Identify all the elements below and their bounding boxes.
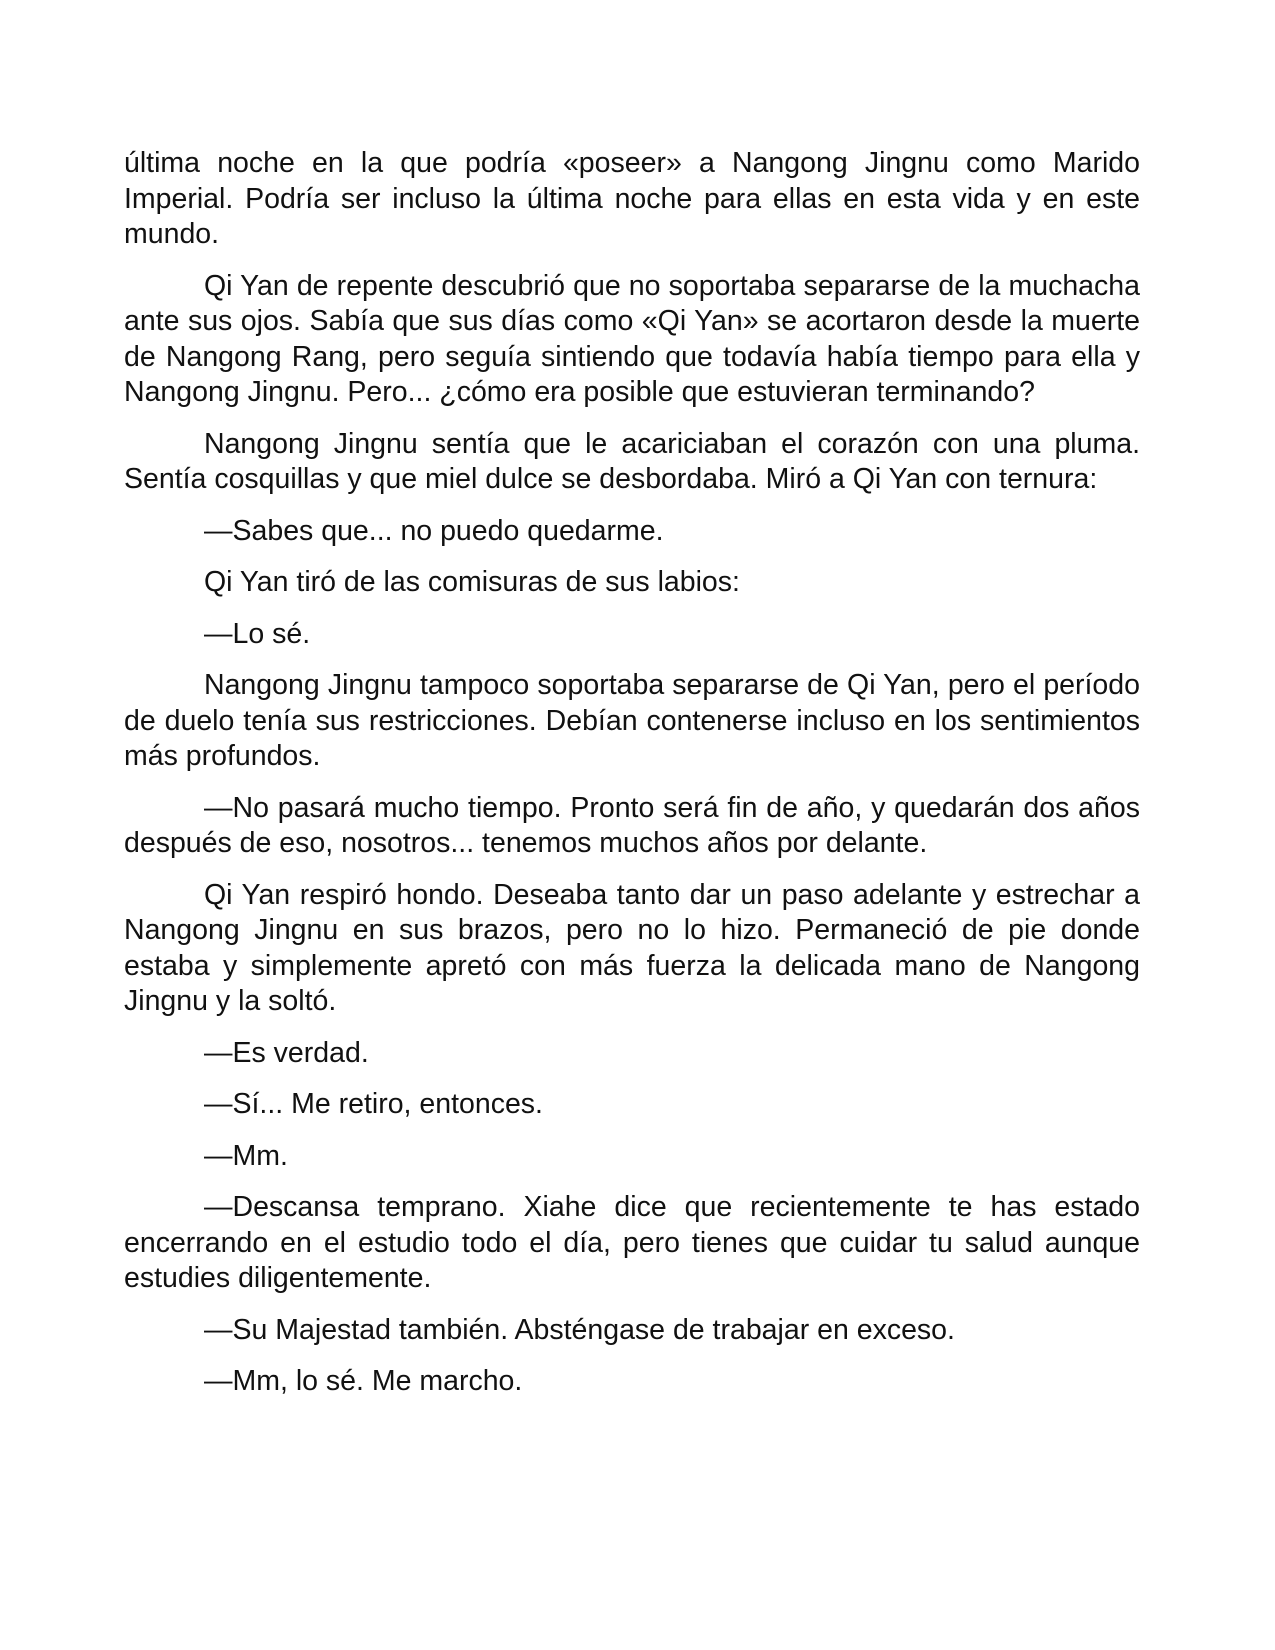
dialogue-line: —Lo sé. (204, 617, 311, 650)
dialogue-line: —Sabes que... no puedo quedarme. (204, 514, 664, 547)
paragraph: Nangong Jingnu tampoco soportaba separarse de Qi Yan, pero el período de duelo tenía sus restricciones. Debían contenerse incluso en los sentimientos más profundos. (124, 669, 1140, 772)
dialogue-line: —Mm. (204, 1139, 288, 1172)
dialogue-line: —No pasará mucho tiempo. Pronto será fin de año, y quedarán dos años después de eso, nosotros... tenemos muchos años por delante. (124, 791, 1140, 859)
paragraph: última noche en la que podría «poseer» a Nangong Jingnu como Marido Imperial. Podría ser incluso la última noche para ellas en esta vida y en este mundo. (124, 147, 1140, 250)
paragraph: Qi Yan tiró de las comisuras de sus labios: (204, 566, 740, 598)
dialogue-line: —Su Majestad también. Absténgase de trabajar en exceso. (204, 1313, 955, 1346)
dialogue-line: —Mm, lo sé. Me marcho. (204, 1365, 523, 1397)
body-text (124, 146, 1140, 1416)
paragraph: Qi Yan respiró hondo. Deseaba tanto dar un paso adelante y estrechar a Nangong Jingnu en sus brazos, pero no lo hizo. Permaneció de pie donde estaba y simplemente apretó con más fuerza la delicada mano de Nangong Jingnu y la soltó. (124, 878, 1140, 1017)
paragraph: Qi Yan de repente descubrió que no soportaba separarse de la muchacha ante sus ojos. Sabía que sus días como «Qi Yan» se acortaron desde la muerte de Nangong Rang, pero seguía sintiendo que todavía había tiempo para ella y Nangong Jingnu. Pero... ¿cómo era posible que estuvieran terminando? (124, 269, 1140, 408)
paragraph: Nangong Jingnu sentía que le acariciaban el corazón con una pluma. Sentía cosquillas y que miel dulce se desbordaba. Miró a Qi Yan con ternura: (124, 427, 1140, 495)
dialogue-line: —Sí... Me retiro, entonces. (204, 1088, 543, 1120)
dialogue-line: —Descansa temprano. Xiahe dice que recientemente te has estado encerrando en el estudio todo el día, pero tienes que cuidar tu salud aunque estudies diligentemente. (124, 1191, 1140, 1294)
dialogue-line: —Es verdad. (204, 1036, 369, 1069)
